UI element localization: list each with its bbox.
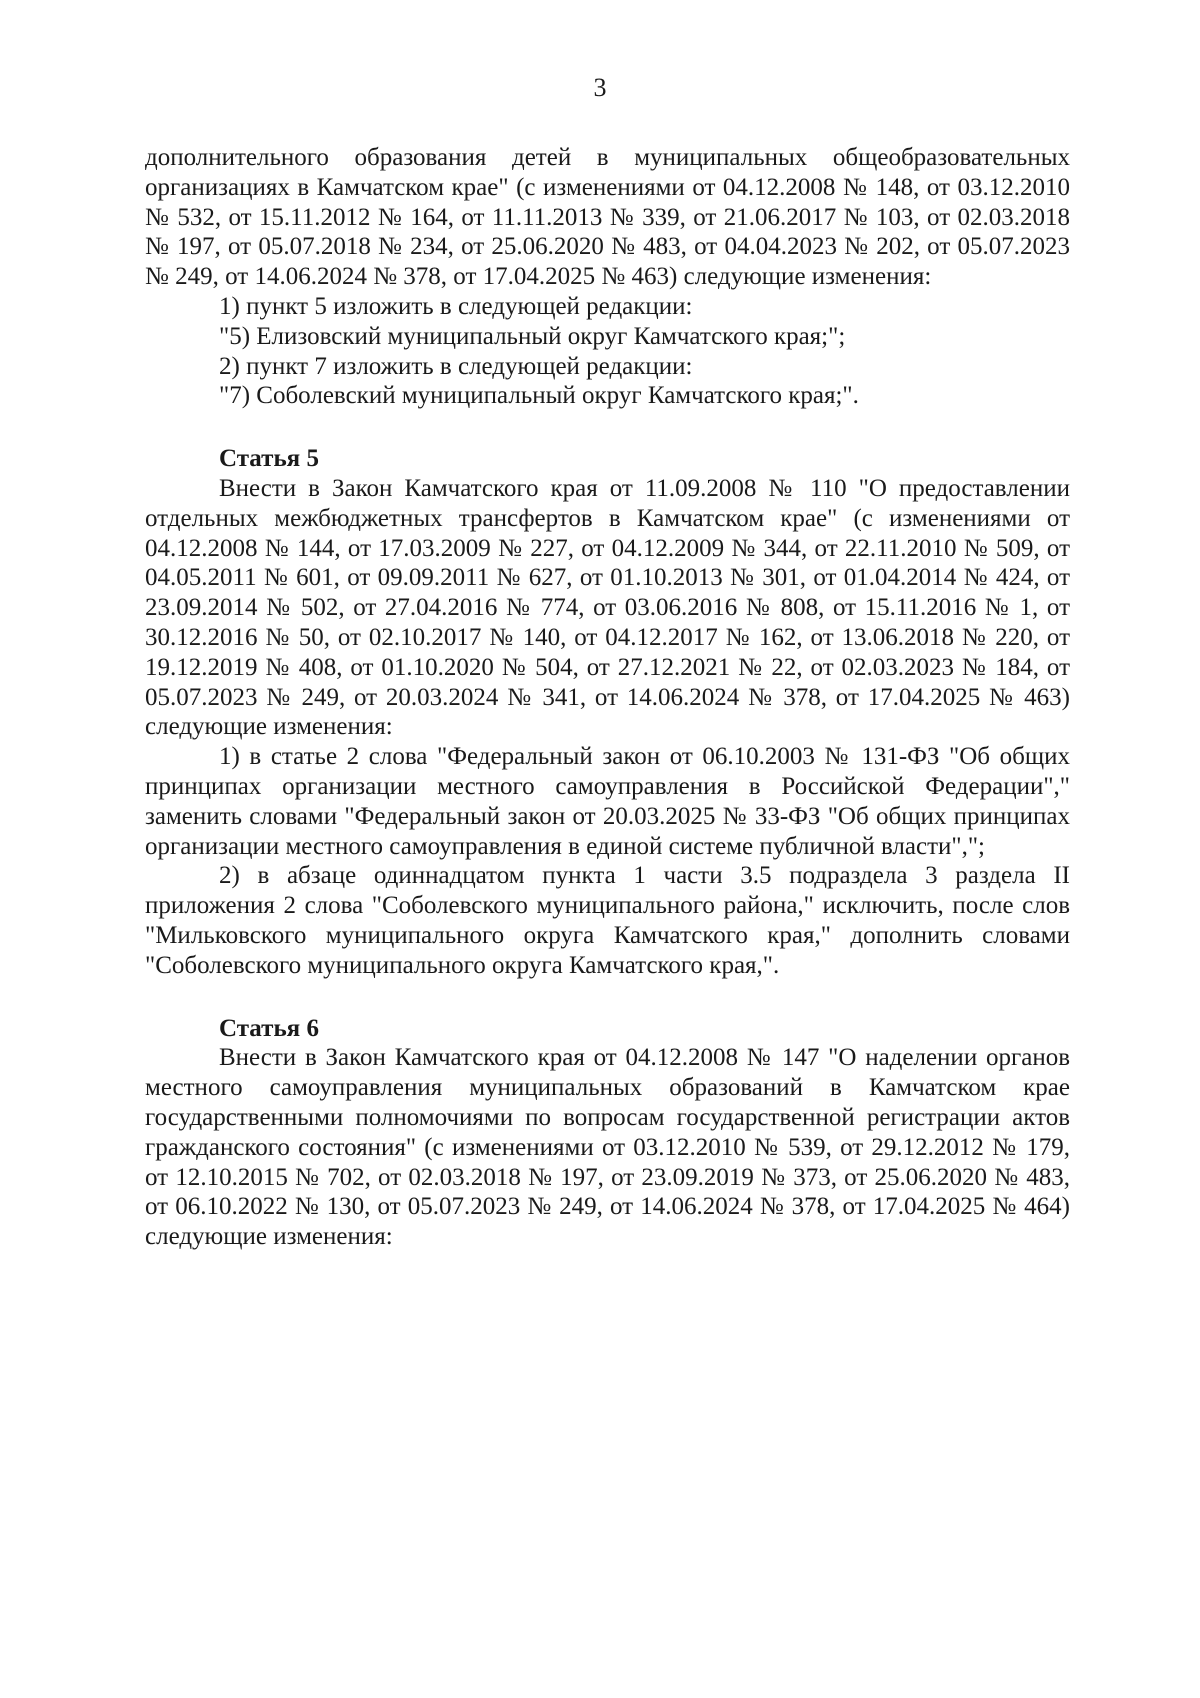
page-number: 3 [593, 73, 607, 102]
article-5-title: Статья 5 [219, 445, 319, 473]
intro-item-4: "7) Соболевский муниципальный округ Камчатского края;". [219, 382, 859, 410]
article-6-paragraph: Внести в Закон Камчатского края от 04.12.2008 № 147 "О наделении органов местного самоуправления муниципальных образований в Камчатском крае государственными полномочиями по вопросам государственной регистрации актов гражданского состояния" (с изменениями от 03.12.2010 № 539, от 29.12.2012 № 179, от 12.10.2015 № 702, от 02.03.2018 № 197, от 23.09.2019 № 373, от 25.06.2020 № 483, от 06.10.2022 № 130, от 05.07.2023 № 249, от 14.06.2024 № 378, от 17.04.2025 № 464) следующие изменения: [145, 1044, 1070, 1251]
article-5-item-2: 2) в абзаце одиннадцатом пункта 1 части 3.5 подраздела 3 раздела II приложения 2 слова "Соболевского муниципального района," исключить, после слов "Мильковского муниципального округа Камчатского края," дополнить словами "Соболевского муниципального округа Камчатского края,". [145, 862, 1070, 979]
intro-item-2: "5) Елизовский муниципальный округ Камчатского края;"; [219, 322, 846, 350]
intro-item-1: 1) пункт 5 изложить в следующей редакции: [219, 292, 693, 320]
document-body [145, 143, 1070, 1252]
article-5-paragraph: Внести в Закон Камчатского края от 11.09.2008 № 110 "О предоставлении отдельных межбюджетных трансфертов в Камчатском крае" (с изменениями от 04.12.2008 № 144, от 17.03.2009 № 227, от 04.12.2009 № 344, от 22.11.2010 № 509, от 04.05.2011 № 601, от 09.09.2011 № 627, от 01.10.2013 № 301, от 01.04.2014 № 424, от 23.09.2014 № 502, от 27.04.2016 № 774, от 03.06.2016 № 808, от 15.11.2016 № 1, от 30.12.2016 № 50, от 02.10.2017 № 140, от 04.12.2017 № 162, от 13.06.2018 № 220, от 19.12.2019 № 408, от 01.10.2020 № 504, от 27.12.2021 № 22, от 02.03.2023 № 184, от 05.07.2023 № 249, от 20.03.2024 № 341, от 14.06.2024 № 378, от 17.04.2025 № 463) следующие изменения: [145, 474, 1070, 741]
intro-item-3: 2) пункт 7 изложить в следующей редакции: [219, 352, 693, 380]
article-6-title: Статья 6 [219, 1014, 319, 1042]
article-5-item-1: 1) в статье 2 слова "Федеральный закон от 06.10.2003 № 131-ФЗ "Об общих принципах организации местного самоуправления в Российской Федерации"," заменить словами "Федеральный закон от 20.03.2025 № 33-ФЗ "Об общих принципах организации местного самоуправления в единой системе публичной власти","; [145, 743, 1070, 860]
intro-paragraph: дополнительного образования детей в муниципальных общеобразовательных организациях в Камчатском крае" (с изменениями от 04.12.2008 № 148, от 03.12.2010 № 532, от 15.11.2012 № 164, от 11.11.2013 № 339, от 21.06.2017 № 103, от 02.03.2018 № 197, от 05.07.2018 № 234, от 25.06.2020 № 483, от 04.04.2023 № 202, от 05.07.2023 № 249, от 14.06.2024 № 378, от 17.04.2025 № 463) следующие изменения: [145, 144, 1070, 291]
